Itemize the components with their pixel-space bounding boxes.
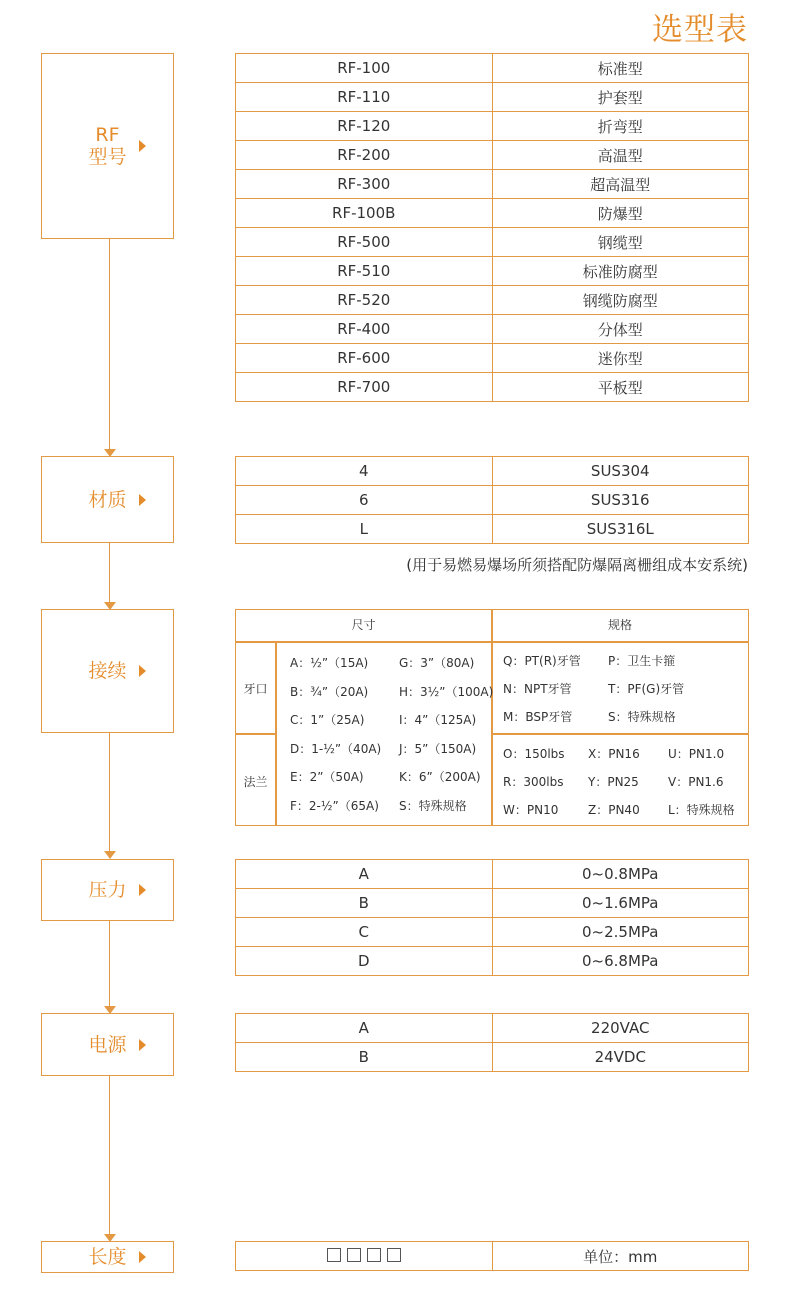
- table-row: [236, 141, 749, 170]
- flow-line: [109, 733, 110, 851]
- model-label-code: RF: [95, 124, 120, 146]
- divider: [275, 641, 277, 825]
- table-row: [236, 170, 749, 199]
- thread-spec-option: P：卫生卡箍: [608, 654, 676, 668]
- size-header: 尺寸: [351, 618, 376, 632]
- value-cell: 超高温型: [492, 170, 749, 199]
- flange-spec-option: U：PN1.0: [668, 747, 725, 761]
- table-row: [236, 112, 749, 141]
- table-row: [236, 947, 749, 976]
- material-note: (用于易燃易爆场所须搭配防爆隔离栅组成本安系统): [406, 556, 748, 574]
- table-row: [236, 373, 749, 402]
- length-box: [41, 1241, 174, 1273]
- code-cell: RF-600: [236, 344, 493, 373]
- model-label: 型号: [88, 146, 127, 168]
- size-option: F：2-½”（65A): [290, 799, 379, 813]
- blank-square-icon: [387, 1248, 401, 1262]
- thread-spec-option: M：BSP牙管: [503, 710, 573, 724]
- size-option: A：½”（15A): [290, 656, 369, 670]
- material-table: [235, 456, 749, 544]
- size-option: I：4”（125A): [399, 713, 477, 728]
- table-row: [236, 515, 749, 544]
- divider: [492, 733, 748, 735]
- size-option: E：2”（50A): [290, 770, 364, 785]
- arrow-right-icon: [139, 494, 146, 506]
- pressure-table: [235, 859, 749, 976]
- code-cell: D: [236, 947, 493, 976]
- size-option: K：6”（200A): [399, 770, 481, 785]
- arrow-down-icon: [104, 851, 116, 859]
- connection-box: [41, 609, 174, 733]
- connection-label: 接续: [88, 660, 127, 682]
- power-box: [41, 1013, 174, 1076]
- material-label: 材质: [88, 488, 127, 511]
- flange-spec-option: R：300lbs: [503, 775, 564, 789]
- code-cell: RF-100B: [236, 199, 493, 228]
- value-cell: 分体型: [492, 315, 749, 344]
- blank-square-icon: [367, 1248, 381, 1262]
- value-cell: 0~6.8MPa: [492, 947, 749, 976]
- value-cell: 钢缆防腐型: [492, 286, 749, 315]
- code-cell: RF-520: [236, 286, 493, 315]
- value-cell: 高温型: [492, 141, 749, 170]
- value-cell: 防爆型: [492, 199, 749, 228]
- blank-square-icon: [347, 1248, 361, 1262]
- flange-spec-option: W：PN10: [503, 803, 559, 817]
- table-row: [236, 889, 749, 918]
- pressure-label: 压力: [88, 879, 127, 901]
- flange-label: 法兰: [243, 775, 268, 789]
- arrow-right-icon: [139, 884, 146, 896]
- code-cell: 6: [236, 486, 493, 515]
- power-label: 电源: [88, 1033, 127, 1056]
- divider: [491, 610, 493, 825]
- table-row: [236, 315, 749, 344]
- code-cell: RF-110: [236, 83, 493, 112]
- thread-spec-option: N：NPT牙管: [503, 682, 572, 696]
- table-row: [236, 1014, 749, 1043]
- table-row: [236, 344, 749, 373]
- value-cell: 标准防腐型: [492, 257, 749, 286]
- arrow-right-icon: [139, 1039, 146, 1051]
- flow-line: [109, 1076, 110, 1234]
- table-row: [236, 457, 749, 486]
- value-cell: 0~0.8MPa: [492, 860, 749, 889]
- thread-spec-option: T：PF(G)牙管: [608, 682, 685, 696]
- size-option: C：1”（25A): [290, 713, 365, 728]
- pressure-box: [41, 859, 174, 921]
- code-cell: B: [236, 889, 493, 918]
- size-option: H：3½”（100A): [399, 684, 494, 699]
- material-box: [41, 456, 174, 543]
- model-box: [41, 53, 174, 239]
- table-row: [236, 486, 749, 515]
- flow-line: [109, 239, 110, 449]
- thread-spec-option: S：特殊规格: [608, 710, 676, 724]
- size-option: B：¾”（20A): [290, 684, 369, 699]
- value-cell: 平板型: [492, 373, 749, 402]
- value-cell: 护套型: [492, 83, 749, 112]
- table-row: [236, 1043, 749, 1072]
- value-cell: SUS316L: [492, 515, 749, 544]
- arrow-right-icon: [139, 665, 146, 677]
- table-row: [236, 257, 749, 286]
- arrow-right-icon: [139, 140, 146, 152]
- value-cell: 迷你型: [492, 344, 749, 373]
- value-cell: 0~1.6MPa: [492, 889, 749, 918]
- value-cell: 0~2.5MPa: [492, 918, 749, 947]
- code-cell: RF-120: [236, 112, 493, 141]
- value-cell: 折弯型: [492, 112, 749, 141]
- code-cell: C: [236, 918, 493, 947]
- table-row: [236, 199, 749, 228]
- size-option: G：3”（80A): [399, 656, 475, 670]
- code-cell: B: [236, 1043, 493, 1072]
- model-table: [235, 53, 749, 402]
- divider: [236, 733, 275, 735]
- arrow-right-icon: [139, 1251, 146, 1263]
- flange-spec-option: V：PN1.6: [668, 775, 724, 789]
- flange-spec-option: X：PN16: [588, 747, 640, 761]
- table-row: [236, 860, 749, 889]
- thread-label: 牙口: [243, 682, 268, 696]
- code-cell: RF-200: [236, 141, 493, 170]
- power-table: [235, 1013, 749, 1072]
- code-cell: RF-400: [236, 315, 493, 344]
- table-row: [236, 286, 749, 315]
- connection-table: [235, 609, 749, 826]
- code-cell: A: [236, 1014, 493, 1043]
- code-cell: RF-300: [236, 170, 493, 199]
- value-cell: SUS316: [492, 486, 749, 515]
- page-title: 选型表: [652, 12, 748, 48]
- code-cell: RF-500: [236, 228, 493, 257]
- flow-line: [109, 543, 110, 602]
- code-cell: 4: [236, 457, 493, 486]
- spec-header: 规格: [607, 618, 632, 632]
- length-code-cell: [236, 1242, 493, 1271]
- flange-spec-option: L：特殊规格: [668, 803, 735, 817]
- value-cell: SUS304: [492, 457, 749, 486]
- flow-line: [109, 921, 110, 1006]
- value-cell: 24VDC: [492, 1043, 749, 1072]
- flange-spec-option: O：150lbs: [503, 747, 565, 761]
- flange-spec-option: Y：PN25: [588, 775, 639, 789]
- length-label: 长度: [88, 1246, 127, 1268]
- value-cell: 钢缆型: [492, 228, 749, 257]
- thread-spec-option: Q：PT(R)牙管: [503, 654, 581, 668]
- table-row: [236, 83, 749, 112]
- size-option: D：1-½”（40A): [290, 741, 382, 756]
- size-option: S：特殊规格: [399, 799, 467, 813]
- code-cell: RF-700: [236, 373, 493, 402]
- blank-square-icon: [327, 1248, 341, 1262]
- size-option: J：5”（150A): [399, 741, 477, 756]
- flange-spec-option: Z：PN40: [588, 803, 640, 817]
- value-cell: 标准型: [492, 54, 749, 83]
- code-cell: RF-510: [236, 257, 493, 286]
- length-unit: 单位：mm: [492, 1242, 749, 1271]
- code-cell: L: [236, 515, 493, 544]
- code-cell: A: [236, 860, 493, 889]
- table-row: [236, 54, 749, 83]
- value-cell: 220VAC: [492, 1014, 749, 1043]
- length-table: [235, 1241, 749, 1271]
- table-row: [236, 918, 749, 947]
- code-cell: RF-100: [236, 54, 493, 83]
- table-row: [236, 228, 749, 257]
